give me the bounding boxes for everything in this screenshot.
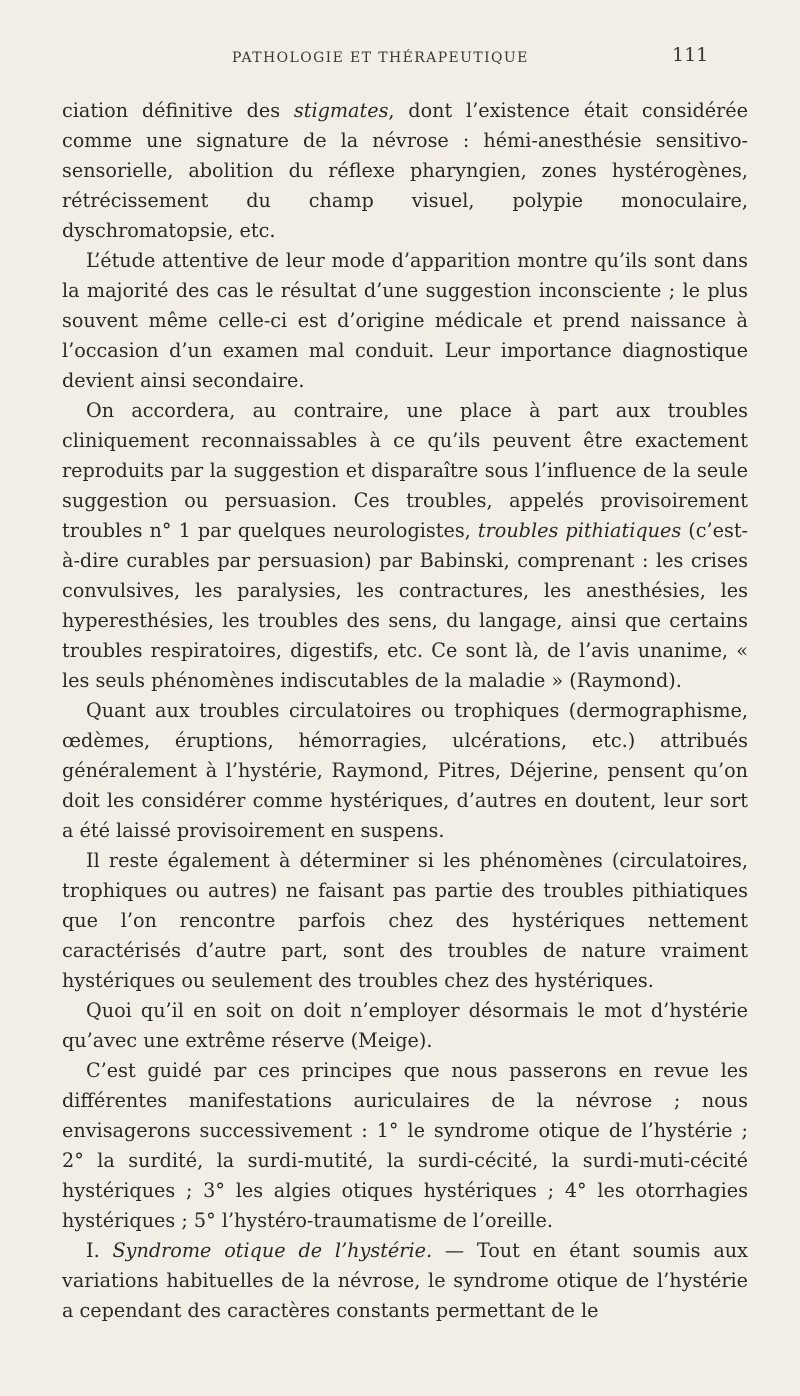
section-heading-syndrome-otique: Syndrome otique de l’hystérie. xyxy=(112,1239,433,1262)
page-number: 111 xyxy=(672,44,709,66)
term-troubles-pithiatiques: troubles pithiatiques xyxy=(477,519,682,542)
paragraph-reste-a-determiner: Il reste également à déterminer si les phénomènes (circulatoires, trophiques ou autres) ne faisant pas partie des troubles pithiatiques que l’on rencontre parfois chez des hystériques nettement caractérisés d’autre part, sont des troubles de nature vraiment hystériques ou seulement des troubles chez des hystériques. xyxy=(62,849,748,992)
paragraph-plan-revue: C’est guidé par ces principes que nous passerons en revue les différentes manifestations auriculaires de la névrose ; nous envisagerons successivement : 1° le syndrome otique de l’hystérie ; 2° la surdité, la surdi-mutité, la surdi-cécité, la surdi-muti-cécité hystériques ; 3° les algies otiques hystériques ; 4° les otorrhagies hystériques ; 5° l’hystéro-traumatisme de l’oreille. xyxy=(62,1059,748,1232)
running-head: PATHOLOGIE ET THÉRAPEUTIQUE xyxy=(232,50,529,66)
paragraph-troubles-pithiatiques: On accordera, au contraire, une place à part aux troubles cliniquement reconnaissables à ce qu’ils peuvent être exactement reproduits par la suggestion et disparaître sous l’influence de la seule suggestion ou persuasion. Ces troubles, appelés provisoirement troubles n° 1 par quelques neurologistes, troubles pithiatiques (c’est-à-dire curables par persuasion) par Babinski, comprenant : les crises convulsives, les paralysies, les contractures, les anesthésies, les hyperesthésies, les troubles des sens, du langage, ainsi que certains troubles respiratoires, digestifs, etc. Ce sont là, de l’avis unanime, « les seuls phénomènes indiscutables de la maladie » (Raymond). xyxy=(62,399,749,692)
paragraph-quoi-qu-il-en-soit: Quoi qu’il en soit on doit n’employer désormais le mot d’hystérie qu’avec une extrême réserve (Meige). xyxy=(62,999,748,1052)
body-text xyxy=(62,96,748,1326)
term-stigmates: stigmates xyxy=(293,99,389,122)
paragraph-section-syndrome-otique: I. Syndrome otique de l’hystérie. — Tout en étant soumis aux variations habituelles de la névrose, le syndrome otique de l’hystérie a cependant des caractères constants permettant de le xyxy=(62,1239,748,1322)
paragraph-etude-attentive: L’étude attentive de leur mode d’apparition montre qu’ils sont dans la majorité des cas le résultat d’une suggestion inconsciente ; le plus souvent même celle-ci est d’origine médicale et prend naissance à l’occasion d’un examen mal conduit. Leur importance diagnostique devient ainsi secondaire. xyxy=(62,249,748,392)
paragraph-troubles-circulatoires: Quant aux troubles circulatoires ou trophiques (dermographisme, œdèmes, éruptions, hémorragies, ulcérations, etc.) attribués généralement à l’hystérie, Raymond, Pitres, Déjerine, pensent qu’on doit les considérer comme hystériques, d’autres en doutent, leur sort a été laissé provisoirement en suspens. xyxy=(62,699,748,842)
paragraph-stigmates: ciation définitive des stigmates, dont l’existence était considérée comme une signature de la névrose : hémi-anesthésie sensitivo-sensorielle, abolition du réflexe pharyngien, zones hystérogènes, rétrécissement du champ visuel, polypie monoculaire, dyschromatopsie, etc. xyxy=(62,99,748,242)
